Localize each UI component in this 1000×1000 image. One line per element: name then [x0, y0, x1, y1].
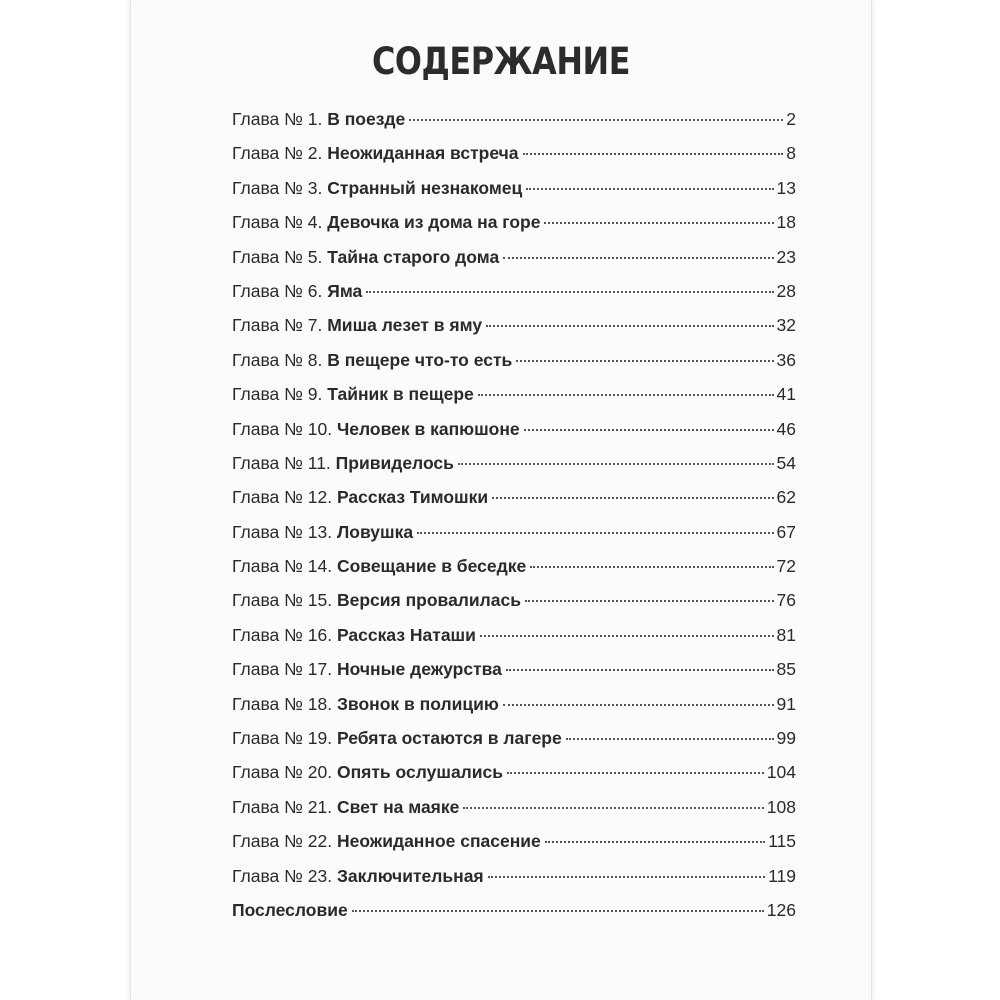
page-number: 41: [776, 384, 796, 405]
dot-leader: [566, 738, 774, 740]
chapter-title: Яма: [327, 280, 363, 301]
toc-entry: [232, 315, 796, 349]
chapter-number: Глава № 14.: [232, 556, 337, 577]
chapter-title: Рассказ Тимошки: [336, 487, 489, 508]
chapter-number: Глава № 11.: [232, 452, 336, 473]
chapter-number: Глава № 10.: [232, 418, 337, 439]
dot-leader: [523, 153, 784, 155]
chapter-number: Глава № 18.: [232, 693, 337, 714]
page-number: 62: [776, 487, 796, 508]
chapter-number: Глава № 6.: [232, 280, 328, 301]
chapter-title: Тайна старого дома: [327, 246, 500, 267]
toc-entry: [232, 143, 796, 177]
dot-leader: [516, 360, 773, 362]
chapter-title: Странный незнакомец: [327, 177, 523, 198]
chapter-number: Глава № 2.: [232, 143, 328, 164]
chapter-number: Глава № 4.: [232, 212, 328, 233]
chapter-number: Глава № 1.: [232, 109, 328, 129]
page-number: 85: [776, 659, 796, 680]
chapter-title: Неожиданное спасение: [336, 831, 541, 852]
chapter-title: Заключительная: [336, 865, 484, 886]
dot-leader: [366, 291, 773, 293]
page-number: 72: [776, 556, 796, 577]
chapter-title: Человек в капюшоне: [336, 418, 520, 439]
toc-entry: [232, 522, 796, 556]
chapter-number: Глава № 7.: [232, 315, 328, 336]
chapter-title: Ловушка: [336, 521, 414, 542]
page-number: 28: [776, 280, 796, 301]
chapter-title: Рассказ Наташи: [336, 624, 476, 645]
chapter-number: Глава № 17.: [232, 659, 337, 680]
toc-entry: [232, 350, 796, 384]
dot-leader: [545, 841, 765, 843]
toc-entry: [232, 109, 796, 143]
page-number: 99: [776, 728, 796, 749]
chapter-number: Глава № 15.: [232, 590, 337, 611]
page-number: 91: [776, 693, 796, 714]
dot-leader: [488, 876, 765, 878]
toc-entry: [232, 556, 796, 590]
toc-entry: [232, 453, 796, 487]
dot-leader: [524, 429, 774, 431]
chapter-title: Версия провалилась: [336, 590, 522, 611]
dot-leader: [409, 119, 783, 121]
chapter-number: Глава № 13.: [232, 521, 337, 542]
page-number: 76: [776, 590, 796, 611]
page-number: 46: [776, 418, 796, 439]
dot-leader: [478, 394, 774, 396]
book-page: [130, 0, 872, 1000]
chapter-title: Тайник в пещере: [327, 384, 474, 405]
toc-entry: [232, 762, 796, 796]
page-title: СОДЕРЖАНИЕ: [371, 40, 631, 83]
toc-entry: [232, 590, 796, 624]
chapter-title: Привиделось: [335, 452, 454, 473]
toc-entry-afterword: [232, 900, 796, 934]
dot-leader: [530, 566, 773, 568]
toc-entry: [232, 178, 796, 212]
chapter-title: Миша лезет в яму: [327, 315, 483, 336]
chapter-number: Глава № 19.: [232, 728, 337, 749]
dot-leader: [458, 463, 774, 465]
chapter-title: Ребята остаются в лагере: [336, 728, 562, 749]
toc-entry: [232, 212, 796, 246]
toc-entry: [232, 866, 796, 900]
page-number: 18: [776, 212, 796, 233]
toc-entry: [232, 659, 796, 693]
dot-leader: [417, 532, 773, 534]
dot-leader: [480, 635, 774, 637]
chapter-title: В пещере что-то есть: [327, 349, 513, 370]
chapter-number: Глава № 5.: [232, 246, 328, 267]
dot-leader: [463, 807, 763, 809]
toc-entry: [232, 831, 796, 865]
chapter-title: Неожиданная встреча: [327, 143, 519, 164]
chapter-title: Свет на маяке: [336, 796, 460, 817]
chapter-number: Глава № 20.: [232, 762, 337, 783]
page-number: 2: [786, 109, 796, 129]
dot-leader: [492, 497, 773, 499]
dot-leader: [506, 669, 774, 671]
chapter-number: Глава № 23.: [232, 865, 337, 886]
chapter-number: Глава № 16.: [232, 624, 337, 645]
page-number: 81: [776, 624, 796, 645]
toc-entry: [232, 487, 796, 521]
toc-entry: [232, 694, 796, 728]
dot-leader: [503, 704, 774, 706]
toc-entry: [232, 281, 796, 315]
toc-entry: [232, 384, 796, 418]
chapter-number: Глава № 22.: [232, 831, 337, 852]
dot-leader: [352, 910, 764, 912]
page-number: 32: [776, 315, 796, 336]
page-number: 119: [768, 865, 796, 886]
chapter-title: Послесловие: [232, 899, 348, 920]
chapter-number: Глава № 21.: [232, 796, 337, 817]
page-number: 36: [776, 349, 796, 370]
chapter-number: Глава № 3.: [232, 177, 328, 198]
page-number: 23: [776, 246, 796, 267]
page-number: 67: [776, 521, 796, 542]
toc-entry: [232, 247, 796, 281]
page-number: 8: [786, 143, 796, 164]
dot-leader: [544, 222, 773, 224]
dot-leader: [503, 257, 773, 259]
page-number: 108: [766, 796, 796, 817]
table-of-contents: [232, 109, 796, 934]
chapter-title: Опять ослушались: [336, 762, 504, 783]
dot-leader: [526, 188, 773, 190]
chapter-title: Девочка из дома на горе: [327, 212, 541, 233]
toc-entry: [232, 797, 796, 831]
toc-entry: [232, 625, 796, 659]
chapter-title: Ночные дежурства: [336, 659, 502, 680]
page-number: 54: [776, 452, 796, 473]
toc-entry: [232, 728, 796, 762]
chapter-number: Глава № 8.: [232, 349, 328, 370]
dot-leader: [525, 600, 774, 602]
chapter-title: В поезде: [327, 109, 406, 129]
chapter-title: Звонок в полицию: [336, 693, 499, 714]
dot-leader: [507, 772, 764, 774]
toc-entry: [232, 419, 796, 453]
page-number: 115: [768, 831, 796, 852]
chapter-number: Глава № 9.: [232, 384, 328, 405]
chapter-title: Совещание в беседке: [336, 556, 527, 577]
page-number: 13: [776, 177, 796, 198]
chapter-number: Глава № 12.: [232, 487, 337, 508]
page-number: 126: [766, 899, 796, 920]
page-number: 104: [766, 762, 796, 783]
dot-leader: [486, 325, 773, 327]
